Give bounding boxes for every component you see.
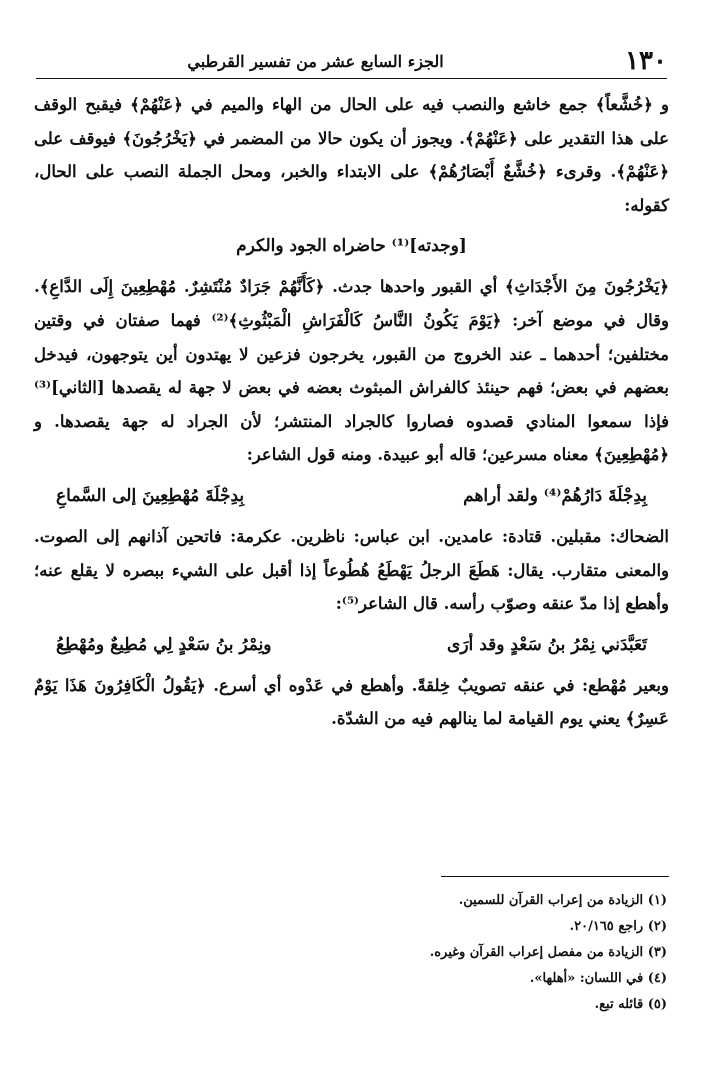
verse-3-second-hemistich: ونِمْرُ بنُ سَعْدٍ لِي مُطِيعٌ ومُهْطِعُ [56,634,272,655]
paragraph-1: و ﴿خُشَّعاً﴾ جمع خاشع والنصب فيه على الحال من الهاء والميم في ﴿عَنْهُمْ﴾ فيقبح الوقف على هذا التقدير على ﴿عَنْهُمْ﴾. ويجوز أن يكون حالا من المضمر في ﴿يَخْرُجُونَ﴾ فيوقف على ﴿عَنْهُمْ﴾. وقرىء ﴿خُشَّعٌ أَبْصَارُهُمْ﴾ على الابتداء والخبر، ومحل الجملة النصب على الحال، كقوله: [34,95,669,215]
paragraph-2: ﴿يَخْرُجُونَ مِنَ الأَجْدَاثِ﴾ أي القبور واحدها جدث. ﴿كَأَنَّهُمْ جَرَادٌ مُنْتَشِرٌ. مُهْطِعِينَ إِلَى الدَّاعِ﴾. وقال في موضع آخر: ﴿يَوْمَ يَكُونُ النَّاسُ كَالْفَرَاشِ الْمَبْثُوثِ﴾⁽²⁾ فهما صفتان في وقتين مختلفين؛ أحدهما ـ عند الخروج من القبور، يخرجون فزعين لا يهتدون أين يتوجهون، فيدخل بعضهم في بعض؛ فهم حينئذ كالفراش المبثوث بعضه في بعض لا جهة له يقصدها [الثاني]⁽³⁾ فإذا سمعوا المنادي قصدوه فصاروا كالجراد المنتشر؛ لأن الجراد له جهة يقصدها. و ﴿مُهْطِعِينَ﴾ معناه مسرعين؛ قاله أبو عبيدة. ومنه قول الشاعر: [34,277,669,465]
paragraph-3: الضحاك: مقبلين. قتادة: عامدين. ابن عباس: ناظرين. عكرمة: فاتحين آذانهم إلى الصوت. والمعنى متقارب. يقال: هَطَعَ الرجلُ يَهْطَعُ هُطُوعاً إذا أقبل على الشيء ببصره لا يقلع عنه؛ وأهطع إذا مدّ عنقه وصوّب رأسه. قال الشاعر⁽⁵⁾: [34,526,669,614]
footnotes [247,888,667,1018]
verse-2-second-hemistich: بِدِجْلَةَ مُهْطِعِينَ إلى السَّماعِ [56,485,245,506]
poetry-verse-2 [34,476,669,516]
main-text [34,88,669,736]
footnote-2: (٢) راجع ٢٠/١٦٥. [569,919,667,934]
poetry-verse-3 [34,625,669,665]
verse-1-text: [وجدته]⁽¹⁾ حاضراه الجود والكرم [236,236,467,257]
running-title: الجزء السابع عشر من تفسير القرطبي [187,51,444,71]
verse-3-first-hemistich: تَعَبَّدَني نِمْرُ بنُ سَعْدٍ وقد أرَى [447,634,647,655]
poetry-verse-1 [34,226,669,266]
footnote-1: (١) الزيادة من إعراب القرآن للسمين. [458,893,667,908]
page-number: ١٣٠ [625,46,667,76]
footnote-divider [441,876,669,877]
paragraph-4: وبعير مُهْطع: في عنقه تصويبٌ خِلقةً. وأهطع في عَدْوه أي أسرع. ﴿يَقُولُ الْكَافِرُونَ هَذَا يَوْمٌ عَسِرٌ﴾ يعني يوم القيامة لما ينالهم فيه من الشدّة. [34,675,669,729]
footnote-3: (٣) الزيادة من مفصل إعراب القرآن وغيره. [429,945,667,960]
running-header [36,44,667,79]
footnote-4: (٤) في اللسان: «أهلها». [529,971,667,986]
verse-2-first-hemistich: بِدِجْلَةَ دَارُهُمْ⁽⁴⁾ ولقد أراهم [463,485,647,506]
footnote-5: (٥) قائله تبع. [594,997,667,1012]
